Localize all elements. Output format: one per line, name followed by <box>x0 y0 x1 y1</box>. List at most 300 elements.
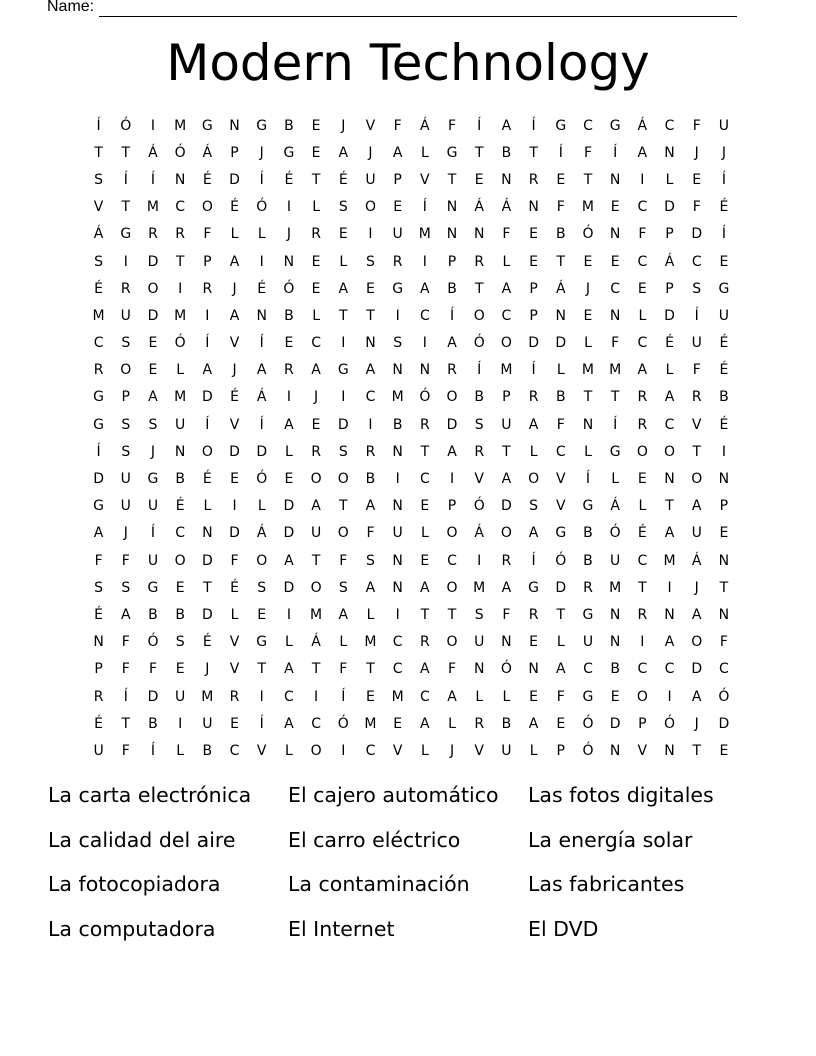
grid-letter[interactable]: R <box>284 362 294 379</box>
grid-letter[interactable]: O <box>310 742 322 759</box>
grid-letter[interactable]: P <box>502 389 511 406</box>
grid-letter[interactable]: U <box>120 471 131 488</box>
grid-letter[interactable]: E <box>637 280 647 297</box>
grid-letter[interactable]: V <box>229 634 240 651</box>
grid-letter[interactable]: O <box>691 634 703 651</box>
grid-letter[interactable]: L <box>257 226 266 243</box>
grid-letter[interactable]: F <box>556 688 565 705</box>
grid-letter[interactable]: R <box>528 171 539 188</box>
grid-letter[interactable]: V <box>229 416 240 433</box>
grid-letter[interactable]: B <box>284 307 294 324</box>
grid-letter[interactable]: D <box>283 498 295 515</box>
grid-letter[interactable]: O <box>147 280 159 297</box>
grid-letter[interactable]: C <box>664 117 675 134</box>
grid-letter[interactable]: D <box>229 525 240 542</box>
grid-letter[interactable]: E <box>529 688 539 705</box>
grid-letter[interactable]: P <box>447 253 457 270</box>
grid-letter[interactable]: C <box>637 335 648 352</box>
grid-letter[interactable]: L <box>203 498 212 515</box>
grid-letter[interactable]: I <box>422 253 427 270</box>
grid-letter[interactable]: N <box>718 471 730 488</box>
grid-letter[interactable]: D <box>201 606 213 623</box>
grid-letter[interactable]: Á <box>148 144 158 161</box>
grid-letter[interactable]: T <box>474 280 484 297</box>
grid-letter[interactable]: Í <box>531 117 536 134</box>
name-underline[interactable] <box>99 0 737 17</box>
grid-letter[interactable]: M <box>201 688 214 705</box>
grid-letter[interactable]: N <box>609 307 621 324</box>
grid-letter[interactable]: R <box>474 715 485 732</box>
grid-letter[interactable]: É <box>257 280 267 297</box>
grid-letter[interactable]: F <box>203 226 212 243</box>
grid-letter[interactable]: C <box>419 688 430 705</box>
grid-letter[interactable]: N <box>664 742 675 759</box>
grid-letter[interactable]: A <box>338 280 349 297</box>
grid-letter[interactable]: O <box>446 634 458 651</box>
grid-letter[interactable]: É <box>338 171 348 188</box>
grid-letter[interactable]: U <box>120 307 131 324</box>
grid-letter[interactable]: T <box>339 498 348 515</box>
grid-letter[interactable]: M <box>663 552 676 569</box>
grid-letter[interactable]: E <box>284 471 294 488</box>
grid-letter[interactable]: Í <box>422 199 427 216</box>
grid-letter[interactable]: R <box>528 389 539 406</box>
grid-letter[interactable]: A <box>311 498 321 515</box>
grid-letter[interactable]: É <box>719 362 729 379</box>
grid-letter[interactable]: C <box>284 688 294 705</box>
grid-letter[interactable]: S <box>94 171 104 188</box>
grid-letter[interactable]: E <box>230 715 239 732</box>
grid-letter[interactable]: F <box>502 226 511 243</box>
grid-letter[interactable]: E <box>529 634 539 651</box>
grid-letter[interactable]: L <box>339 634 348 651</box>
grid-letter[interactable]: É <box>719 199 729 216</box>
grid-letter[interactable]: I <box>721 443 726 460</box>
grid-letter[interactable]: S <box>338 579 348 596</box>
grid-letter[interactable]: C <box>311 715 321 732</box>
grid-letter[interactable]: D <box>201 552 213 569</box>
grid-letter[interactable]: T <box>366 307 375 324</box>
grid-letter[interactable]: Á <box>202 144 213 161</box>
grid-letter[interactable]: A <box>637 144 648 161</box>
grid-letter[interactable]: Í <box>477 362 482 379</box>
grid-letter[interactable]: N <box>419 362 431 379</box>
grid-letter[interactable]: O <box>256 552 268 569</box>
grid-letter[interactable]: A <box>447 443 457 460</box>
grid-letter[interactable]: C <box>175 199 186 216</box>
grid-letter[interactable]: E <box>529 226 539 243</box>
grid-letter[interactable]: A <box>365 498 376 515</box>
grid-letter[interactable]: C <box>637 661 648 678</box>
grid-letter[interactable]: L <box>475 688 484 705</box>
grid-letter[interactable]: Ó <box>174 335 186 352</box>
grid-letter[interactable]: É <box>637 525 647 542</box>
grid-letter[interactable]: R <box>419 634 430 651</box>
grid-letter[interactable]: G <box>582 498 594 515</box>
grid-letter[interactable]: F <box>692 362 701 379</box>
grid-letter[interactable]: B <box>474 389 485 406</box>
grid-letter[interactable]: U <box>610 552 621 569</box>
grid-letter[interactable]: D <box>147 688 159 705</box>
grid-letter[interactable]: D <box>555 579 567 596</box>
grid-letter[interactable]: J <box>205 661 210 678</box>
grid-letter[interactable]: Í <box>531 552 536 569</box>
grid-letter[interactable]: V <box>392 742 403 759</box>
grid-letter[interactable]: P <box>556 742 565 759</box>
grid-letter[interactable]: R <box>447 362 457 379</box>
grid-letter[interactable]: C <box>583 117 593 134</box>
grid-letter[interactable]: Í <box>123 688 128 705</box>
grid-letter[interactable]: Á <box>637 117 648 134</box>
grid-letter[interactable]: T <box>447 171 457 188</box>
grid-letter[interactable]: T <box>311 552 321 569</box>
grid-letter[interactable]: G <box>93 416 105 433</box>
grid-letter[interactable]: Í <box>721 226 726 243</box>
grid-letter[interactable]: N <box>174 443 186 460</box>
grid-letter[interactable]: D <box>229 171 240 188</box>
grid-letter[interactable]: S <box>338 443 348 460</box>
grid-letter[interactable]: S <box>175 634 185 651</box>
grid-letter[interactable]: J <box>368 144 373 161</box>
grid-letter[interactable]: F <box>94 552 103 569</box>
grid-letter[interactable]: Ó <box>120 117 132 134</box>
grid-letter[interactable]: D <box>147 307 159 324</box>
grid-letter[interactable]: N <box>229 117 240 134</box>
grid-letter[interactable]: F <box>556 199 565 216</box>
grid-letter[interactable]: I <box>667 688 672 705</box>
grid-letter[interactable]: B <box>392 416 403 433</box>
grid-letter[interactable]: Í <box>585 471 591 488</box>
grid-letter[interactable]: I <box>395 471 400 488</box>
grid-letter[interactable]: T <box>692 443 701 460</box>
grid-letter[interactable]: N <box>664 471 675 488</box>
grid-letter[interactable]: G <box>718 280 730 297</box>
grid-letter[interactable]: E <box>556 171 566 188</box>
grid-letter[interactable]: E <box>311 280 321 297</box>
grid-letter[interactable]: A <box>120 606 131 623</box>
grid-letter[interactable]: R <box>528 606 539 623</box>
grid-letter[interactable]: I <box>341 389 346 406</box>
grid-letter[interactable]: T <box>474 144 484 161</box>
grid-letter[interactable]: I <box>667 579 672 596</box>
grid-letter[interactable]: Í <box>449 307 455 324</box>
grid-letter[interactable]: F <box>692 117 701 134</box>
grid-letter[interactable]: D <box>664 307 675 324</box>
grid-letter[interactable]: N <box>473 661 485 678</box>
grid-letter[interactable]: G <box>147 579 159 596</box>
grid-letter[interactable]: B <box>148 606 158 623</box>
grid-letter[interactable]: M <box>473 579 486 596</box>
grid-letter[interactable]: V <box>229 661 240 678</box>
grid-letter[interactable]: E <box>610 688 620 705</box>
grid-letter[interactable]: L <box>529 742 538 759</box>
grid-letter[interactable]: R <box>474 443 485 460</box>
grid-letter[interactable]: L <box>611 471 620 488</box>
grid-letter[interactable]: C <box>664 416 675 433</box>
grid-letter[interactable]: G <box>582 606 594 623</box>
grid-letter[interactable]: N <box>555 307 567 324</box>
grid-letter[interactable]: F <box>638 226 647 243</box>
grid-letter[interactable]: R <box>392 253 403 270</box>
grid-letter[interactable]: C <box>392 661 403 678</box>
grid-letter[interactable]: I <box>368 416 373 433</box>
grid-letter[interactable]: I <box>259 688 264 705</box>
grid-letter[interactable]: R <box>365 443 376 460</box>
grid-letter[interactable]: L <box>638 307 647 324</box>
grid-letter[interactable]: A <box>93 525 104 542</box>
grid-letter[interactable]: A <box>284 416 294 433</box>
grid-letter[interactable]: U <box>147 552 159 569</box>
grid-letter[interactable]: B <box>555 226 566 243</box>
grid-letter[interactable]: E <box>148 362 158 379</box>
grid-letter[interactable]: M <box>609 362 622 379</box>
grid-letter[interactable]: I <box>640 634 645 651</box>
grid-letter[interactable]: L <box>420 525 429 542</box>
grid-letter[interactable]: C <box>501 307 512 324</box>
grid-letter[interactable]: J <box>150 443 156 460</box>
grid-letter[interactable]: T <box>121 199 131 216</box>
grid-letter[interactable]: E <box>311 416 321 433</box>
grid-letter[interactable]: M <box>581 362 595 379</box>
grid-letter[interactable]: C <box>691 253 702 270</box>
grid-letter[interactable]: I <box>178 715 183 732</box>
grid-letter[interactable]: T <box>366 661 375 678</box>
grid-letter[interactable]: D <box>446 416 458 433</box>
grid-letter[interactable]: A <box>420 715 430 732</box>
grid-letter[interactable]: E <box>257 606 267 623</box>
grid-letter[interactable]: L <box>285 443 293 460</box>
grid-letter[interactable]: C <box>93 335 104 352</box>
grid-letter[interactable]: Ó <box>500 661 512 678</box>
grid-letter[interactable]: T <box>610 389 620 406</box>
grid-letter[interactable]: O <box>310 471 322 488</box>
grid-letter[interactable]: I <box>205 307 210 324</box>
grid-letter[interactable]: T <box>420 443 430 460</box>
grid-letter[interactable]: U <box>691 525 702 542</box>
grid-letter[interactable]: N <box>93 634 104 651</box>
name-field[interactable] <box>47 0 737 17</box>
grid-letter[interactable]: Ó <box>582 226 594 243</box>
grid-letter[interactable]: G <box>120 226 132 243</box>
grid-letter[interactable]: E <box>583 307 593 324</box>
grid-letter[interactable]: B <box>202 742 213 759</box>
grid-letter[interactable]: O <box>636 443 648 460</box>
grid-letter[interactable]: N <box>609 634 621 651</box>
grid-letter[interactable]: Á <box>256 389 267 406</box>
grid-letter[interactable]: Í <box>558 144 563 161</box>
grid-letter[interactable]: C <box>392 634 403 651</box>
grid-letter[interactable]: D <box>256 443 268 460</box>
grid-letter[interactable]: F <box>148 661 157 678</box>
grid-letter[interactable]: N <box>609 226 621 243</box>
grid-letter[interactable]: L <box>556 634 565 651</box>
grid-letter[interactable]: D <box>201 389 213 406</box>
grid-letter[interactable]: É <box>202 171 212 188</box>
grid-letter[interactable]: N <box>392 362 403 379</box>
grid-letter[interactable]: D <box>664 199 675 216</box>
grid-letter[interactable]: A <box>528 715 539 732</box>
grid-letter[interactable]: C <box>229 742 240 759</box>
grid-letter[interactable]: I <box>150 117 156 134</box>
grid-letter[interactable]: S <box>94 579 104 596</box>
grid-letter[interactable]: É <box>719 335 729 352</box>
grid-letter[interactable]: R <box>93 362 104 379</box>
grid-letter[interactable]: É <box>230 579 239 596</box>
grid-letter[interactable]: L <box>285 742 293 759</box>
grid-letter[interactable]: A <box>447 335 457 352</box>
grid-letter[interactable]: G <box>147 471 159 488</box>
grid-letter[interactable]: M <box>174 307 187 324</box>
grid-letter[interactable]: N <box>528 199 539 216</box>
grid-letter[interactable]: E <box>366 688 375 705</box>
grid-letter[interactable]: L <box>420 742 429 759</box>
grid-letter[interactable]: A <box>148 389 158 406</box>
grid-letter[interactable]: S <box>121 443 131 460</box>
grid-letter[interactable]: N <box>664 144 675 161</box>
grid-letter[interactable]: P <box>529 280 538 297</box>
grid-letter[interactable]: T <box>94 144 103 161</box>
grid-letter[interactable]: T <box>692 742 701 759</box>
grid-letter[interactable]: Á <box>93 226 104 243</box>
grid-letter[interactable]: E <box>529 253 539 270</box>
grid-letter[interactable]: N <box>664 606 675 623</box>
grid-letter[interactable]: U <box>582 634 594 651</box>
grid-letter[interactable]: J <box>314 389 319 406</box>
grid-letter[interactable]: Á <box>311 634 321 651</box>
grid-letter[interactable]: F <box>121 634 130 651</box>
grid-letter[interactable]: L <box>665 362 674 379</box>
grid-letter[interactable]: Á <box>664 253 675 270</box>
grid-letter[interactable]: E <box>420 498 430 515</box>
grid-letter[interactable]: É <box>202 471 212 488</box>
grid-letter[interactable]: Ó <box>256 199 268 216</box>
grid-letter[interactable]: S <box>366 552 375 569</box>
grid-letter[interactable]: A <box>691 688 702 705</box>
grid-letter[interactable]: A <box>420 661 430 678</box>
grid-letter[interactable]: G <box>256 634 268 651</box>
grid-letter[interactable]: R <box>120 280 131 297</box>
grid-letter[interactable]: A <box>338 144 349 161</box>
grid-letter[interactable]: L <box>448 715 456 732</box>
grid-letter[interactable]: E <box>692 171 702 188</box>
grid-letter[interactable]: J <box>232 280 237 297</box>
grid-letter[interactable]: N <box>473 226 485 243</box>
grid-letter[interactable]: Í <box>477 117 482 134</box>
grid-letter[interactable]: E <box>175 579 185 596</box>
grid-letter[interactable]: D <box>93 471 104 488</box>
grid-letter[interactable]: M <box>310 606 323 623</box>
grid-letter[interactable]: M <box>500 362 513 379</box>
grid-letter[interactable]: Í <box>205 335 210 352</box>
grid-letter[interactable]: T <box>719 579 729 596</box>
grid-letter[interactable]: N <box>283 253 295 270</box>
grid-letter[interactable]: Í <box>613 416 618 433</box>
grid-letter[interactable]: C <box>419 471 430 488</box>
grid-letter[interactable]: N <box>365 335 376 352</box>
grid-letter[interactable]: O <box>691 471 703 488</box>
grid-letter[interactable]: E <box>420 552 430 569</box>
grid-letter[interactable]: U <box>175 688 186 705</box>
grid-letter[interactable]: Ó <box>256 471 268 488</box>
grid-letter[interactable]: B <box>610 661 620 678</box>
grid-letter[interactable]: N <box>446 226 458 243</box>
grid-letter[interactable]: L <box>584 443 592 460</box>
grid-letter[interactable]: A <box>229 307 240 324</box>
grid-letter[interactable]: C <box>365 389 376 406</box>
grid-letter[interactable]: F <box>121 742 130 759</box>
grid-letter[interactable]: I <box>232 498 237 515</box>
grid-letter[interactable]: A <box>447 688 457 705</box>
grid-letter[interactable]: Í <box>259 335 264 352</box>
grid-letter[interactable]: M <box>92 307 105 324</box>
grid-letter[interactable]: A <box>664 389 675 406</box>
grid-letter[interactable]: S <box>692 280 702 297</box>
grid-letter[interactable]: C <box>583 661 593 678</box>
grid-letter[interactable]: P <box>638 715 647 732</box>
grid-letter[interactable]: D <box>691 661 703 678</box>
grid-letter[interactable]: N <box>256 307 267 324</box>
grid-letter[interactable]: L <box>230 226 239 243</box>
grid-letter[interactable]: T <box>175 253 185 270</box>
grid-letter[interactable]: I <box>178 280 183 297</box>
grid-letter[interactable]: Í <box>531 362 536 379</box>
grid-letter[interactable]: P <box>203 253 212 270</box>
grid-letter[interactable]: G <box>392 280 404 297</box>
grid-letter[interactable]: R <box>637 606 648 623</box>
grid-letter[interactable]: D <box>337 416 349 433</box>
grid-letter[interactable]: J <box>341 117 346 134</box>
grid-letter[interactable]: O <box>528 471 540 488</box>
grid-letter[interactable]: M <box>609 579 622 596</box>
grid-letter[interactable]: G <box>446 144 458 161</box>
grid-letter[interactable]: Á <box>555 280 566 297</box>
grid-letter[interactable]: L <box>529 443 538 460</box>
grid-letter[interactable]: F <box>393 117 402 134</box>
grid-letter[interactable]: U <box>501 416 512 433</box>
grid-letter[interactable]: R <box>148 226 158 243</box>
grid-letter[interactable]: L <box>584 335 592 352</box>
grid-letter[interactable]: I <box>341 335 346 352</box>
grid-letter[interactable]: D <box>718 715 730 732</box>
grid-letter[interactable]: U <box>175 416 186 433</box>
grid-letter[interactable]: U <box>718 307 730 324</box>
grid-letter[interactable]: A <box>691 498 702 515</box>
grid-letter[interactable]: Á <box>501 199 512 216</box>
grid-letter[interactable]: G <box>201 117 213 134</box>
grid-letter[interactable]: E <box>311 144 321 161</box>
grid-letter[interactable]: N <box>392 443 403 460</box>
grid-letter[interactable]: N <box>609 171 621 188</box>
grid-letter[interactable]: O <box>446 525 458 542</box>
grid-letter[interactable]: O <box>500 525 512 542</box>
grid-letter[interactable]: Ó <box>283 280 295 297</box>
grid-letter[interactable]: T <box>583 389 593 406</box>
grid-letter[interactable]: F <box>611 335 620 352</box>
grid-letter[interactable]: T <box>529 144 538 161</box>
grid-letter[interactable]: D <box>609 715 621 732</box>
grid-letter[interactable]: O <box>310 579 322 596</box>
grid-letter[interactable]: T <box>257 661 266 678</box>
grid-letter[interactable]: I <box>640 171 645 188</box>
grid-letter[interactable]: U <box>691 335 702 352</box>
grid-letter[interactable]: C <box>419 307 430 324</box>
grid-letter[interactable]: I <box>368 226 373 243</box>
grid-letter[interactable]: M <box>364 715 377 732</box>
grid-letter[interactable]: V <box>256 742 267 759</box>
grid-letter[interactable]: É <box>94 606 104 623</box>
grid-letter[interactable]: C <box>637 552 648 569</box>
grid-letter[interactable]: A <box>338 606 349 623</box>
